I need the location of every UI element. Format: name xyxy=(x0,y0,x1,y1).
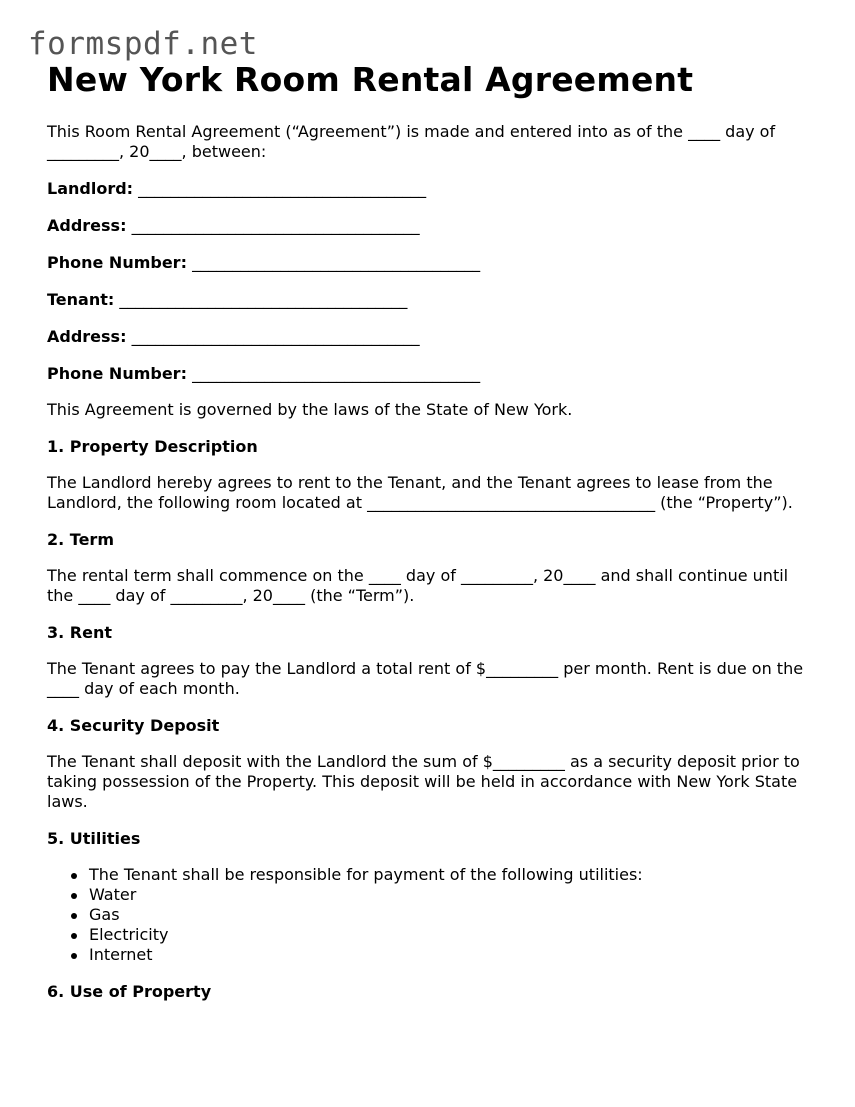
tenant-address-blank[interactable]: ____________________________________ xyxy=(131,327,420,346)
intro-paragraph: This Room Rental Agreement (“Agreement”) is made and entered into as of the ____ day of _________, 20____, between: xyxy=(47,122,776,161)
utilities-list xyxy=(47,865,817,965)
tenant-phone-label: Phone Number: xyxy=(47,364,187,383)
document-page xyxy=(47,58,817,1002)
landlord-address-field xyxy=(47,215,817,236)
tenant-label: Tenant: xyxy=(47,290,115,309)
section-body-deposit: The Tenant shall deposit with the Landlord the sum of $_________ as a security deposit prior to taking possession of the Property. This deposit will be held in accordance with New York State laws. xyxy=(47,752,800,811)
section-body-rent: The Tenant agrees to pay the Landlord a total rent of $_________ per month. Rent is due on the ____ day of each month. xyxy=(47,659,804,698)
list-item: Internet xyxy=(89,945,817,965)
tenant-field xyxy=(47,289,817,310)
section-heading-rent: 3. Rent xyxy=(47,623,112,642)
section-heading-utilities: 5. Utilities xyxy=(47,829,141,848)
tenant-phone-field xyxy=(47,363,817,384)
tenant-address-field xyxy=(47,326,817,347)
landlord-phone-label: Phone Number: xyxy=(47,253,187,272)
tenant-blank[interactable]: ____________________________________ xyxy=(119,290,408,309)
section-heading-use: 6. Use of Property xyxy=(47,982,212,1001)
watermark: formspdf.net xyxy=(28,26,258,62)
landlord-phone-field xyxy=(47,252,817,273)
governing-law-paragraph: This Agreement is governed by the laws of the State of New York. xyxy=(47,400,573,419)
list-item: Electricity xyxy=(89,925,817,945)
tenant-phone-blank[interactable]: ____________________________________ xyxy=(192,364,481,383)
list-item: Water xyxy=(89,885,817,905)
landlord-phone-blank[interactable]: ____________________________________ xyxy=(192,253,481,272)
landlord-field xyxy=(47,178,817,199)
section-heading-deposit: 4. Security Deposit xyxy=(47,716,220,735)
list-item: Gas xyxy=(89,905,817,925)
list-item: The Tenant shall be responsible for payment of the following utilities: xyxy=(89,865,817,885)
section-body-term: The rental term shall commence on the ____ day of _________, 20____ and shall continue until the ____ day of _________, 20____ (the “Term”). xyxy=(47,566,789,605)
landlord-address-blank[interactable]: ____________________________________ xyxy=(131,216,420,235)
landlord-blank[interactable]: ____________________________________ xyxy=(138,179,427,198)
section-heading-term: 2. Term xyxy=(47,530,114,549)
landlord-label: Landlord: xyxy=(47,179,134,198)
landlord-address-label: Address: xyxy=(47,216,127,235)
tenant-address-label: Address: xyxy=(47,327,127,346)
section-heading-property: 1. Property Description xyxy=(47,437,258,456)
section-body-property: The Landlord hereby agrees to rent to the Tenant, and the Tenant agrees to lease from the Landlord, the following room located at ____________________________________ (the “Property”). xyxy=(47,473,793,512)
document-title: New York Room Rental Agreement xyxy=(47,60,694,99)
